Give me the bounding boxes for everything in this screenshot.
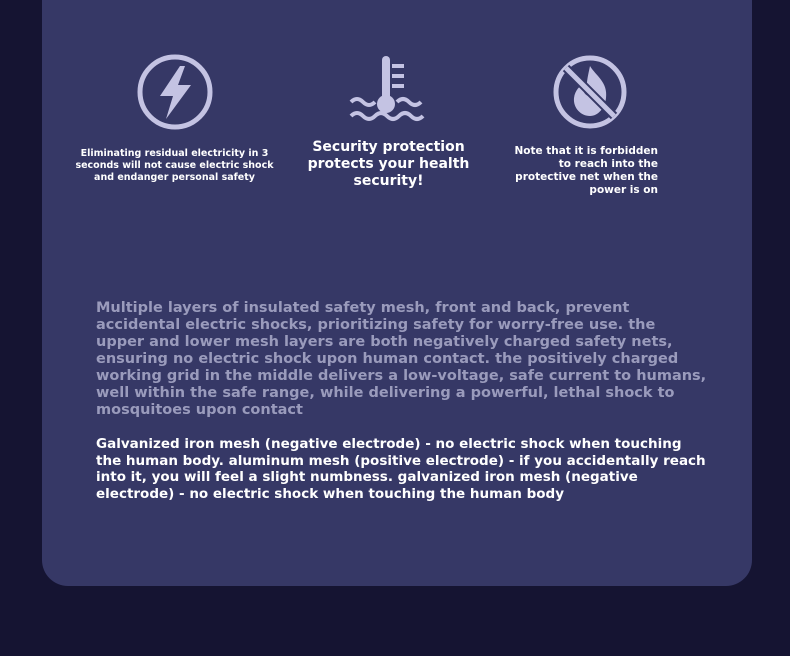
feature-text: Note that it is forbidden to reach into the protective net when the power is on <box>514 145 658 196</box>
feature-residual-electricity <box>72 52 277 184</box>
feature-text: Eliminating residual electricity in 3 seconds will not cause electric shock and endanger personal safety <box>75 148 274 183</box>
mesh-details: Galvanized iron mesh (negative electrode) - no electric shock when touching the human body. aluminum mesh (positive electrode) - if you accidentally reach into it, you will feel a slight numbness. galvanized iron mesh (negative electrode) - no electric shock when touching the human body <box>96 436 706 502</box>
safety-description: Multiple layers of insulated safety mesh, front and back, prevent accidental electric shocks, prioritizing safety for worry-free use. the upper and lower mesh layers are both negatively charged safety nets, ensuring no electric shock upon human contact. the positively charged working grid in the middle delivers a low-voltage, safe current to humans, well within the safe range, while delivering a powerful, lethal shock to mosquitoes upon contact <box>96 300 707 418</box>
feature-text: Security protection protects your health security! <box>307 139 470 189</box>
feature-forbidden-reach <box>500 52 680 197</box>
no-fire-icon <box>550 52 630 132</box>
feature-security-protection <box>296 52 481 190</box>
lightning-circle-icon <box>135 52 215 132</box>
thermometer-waves-icon <box>349 52 429 132</box>
